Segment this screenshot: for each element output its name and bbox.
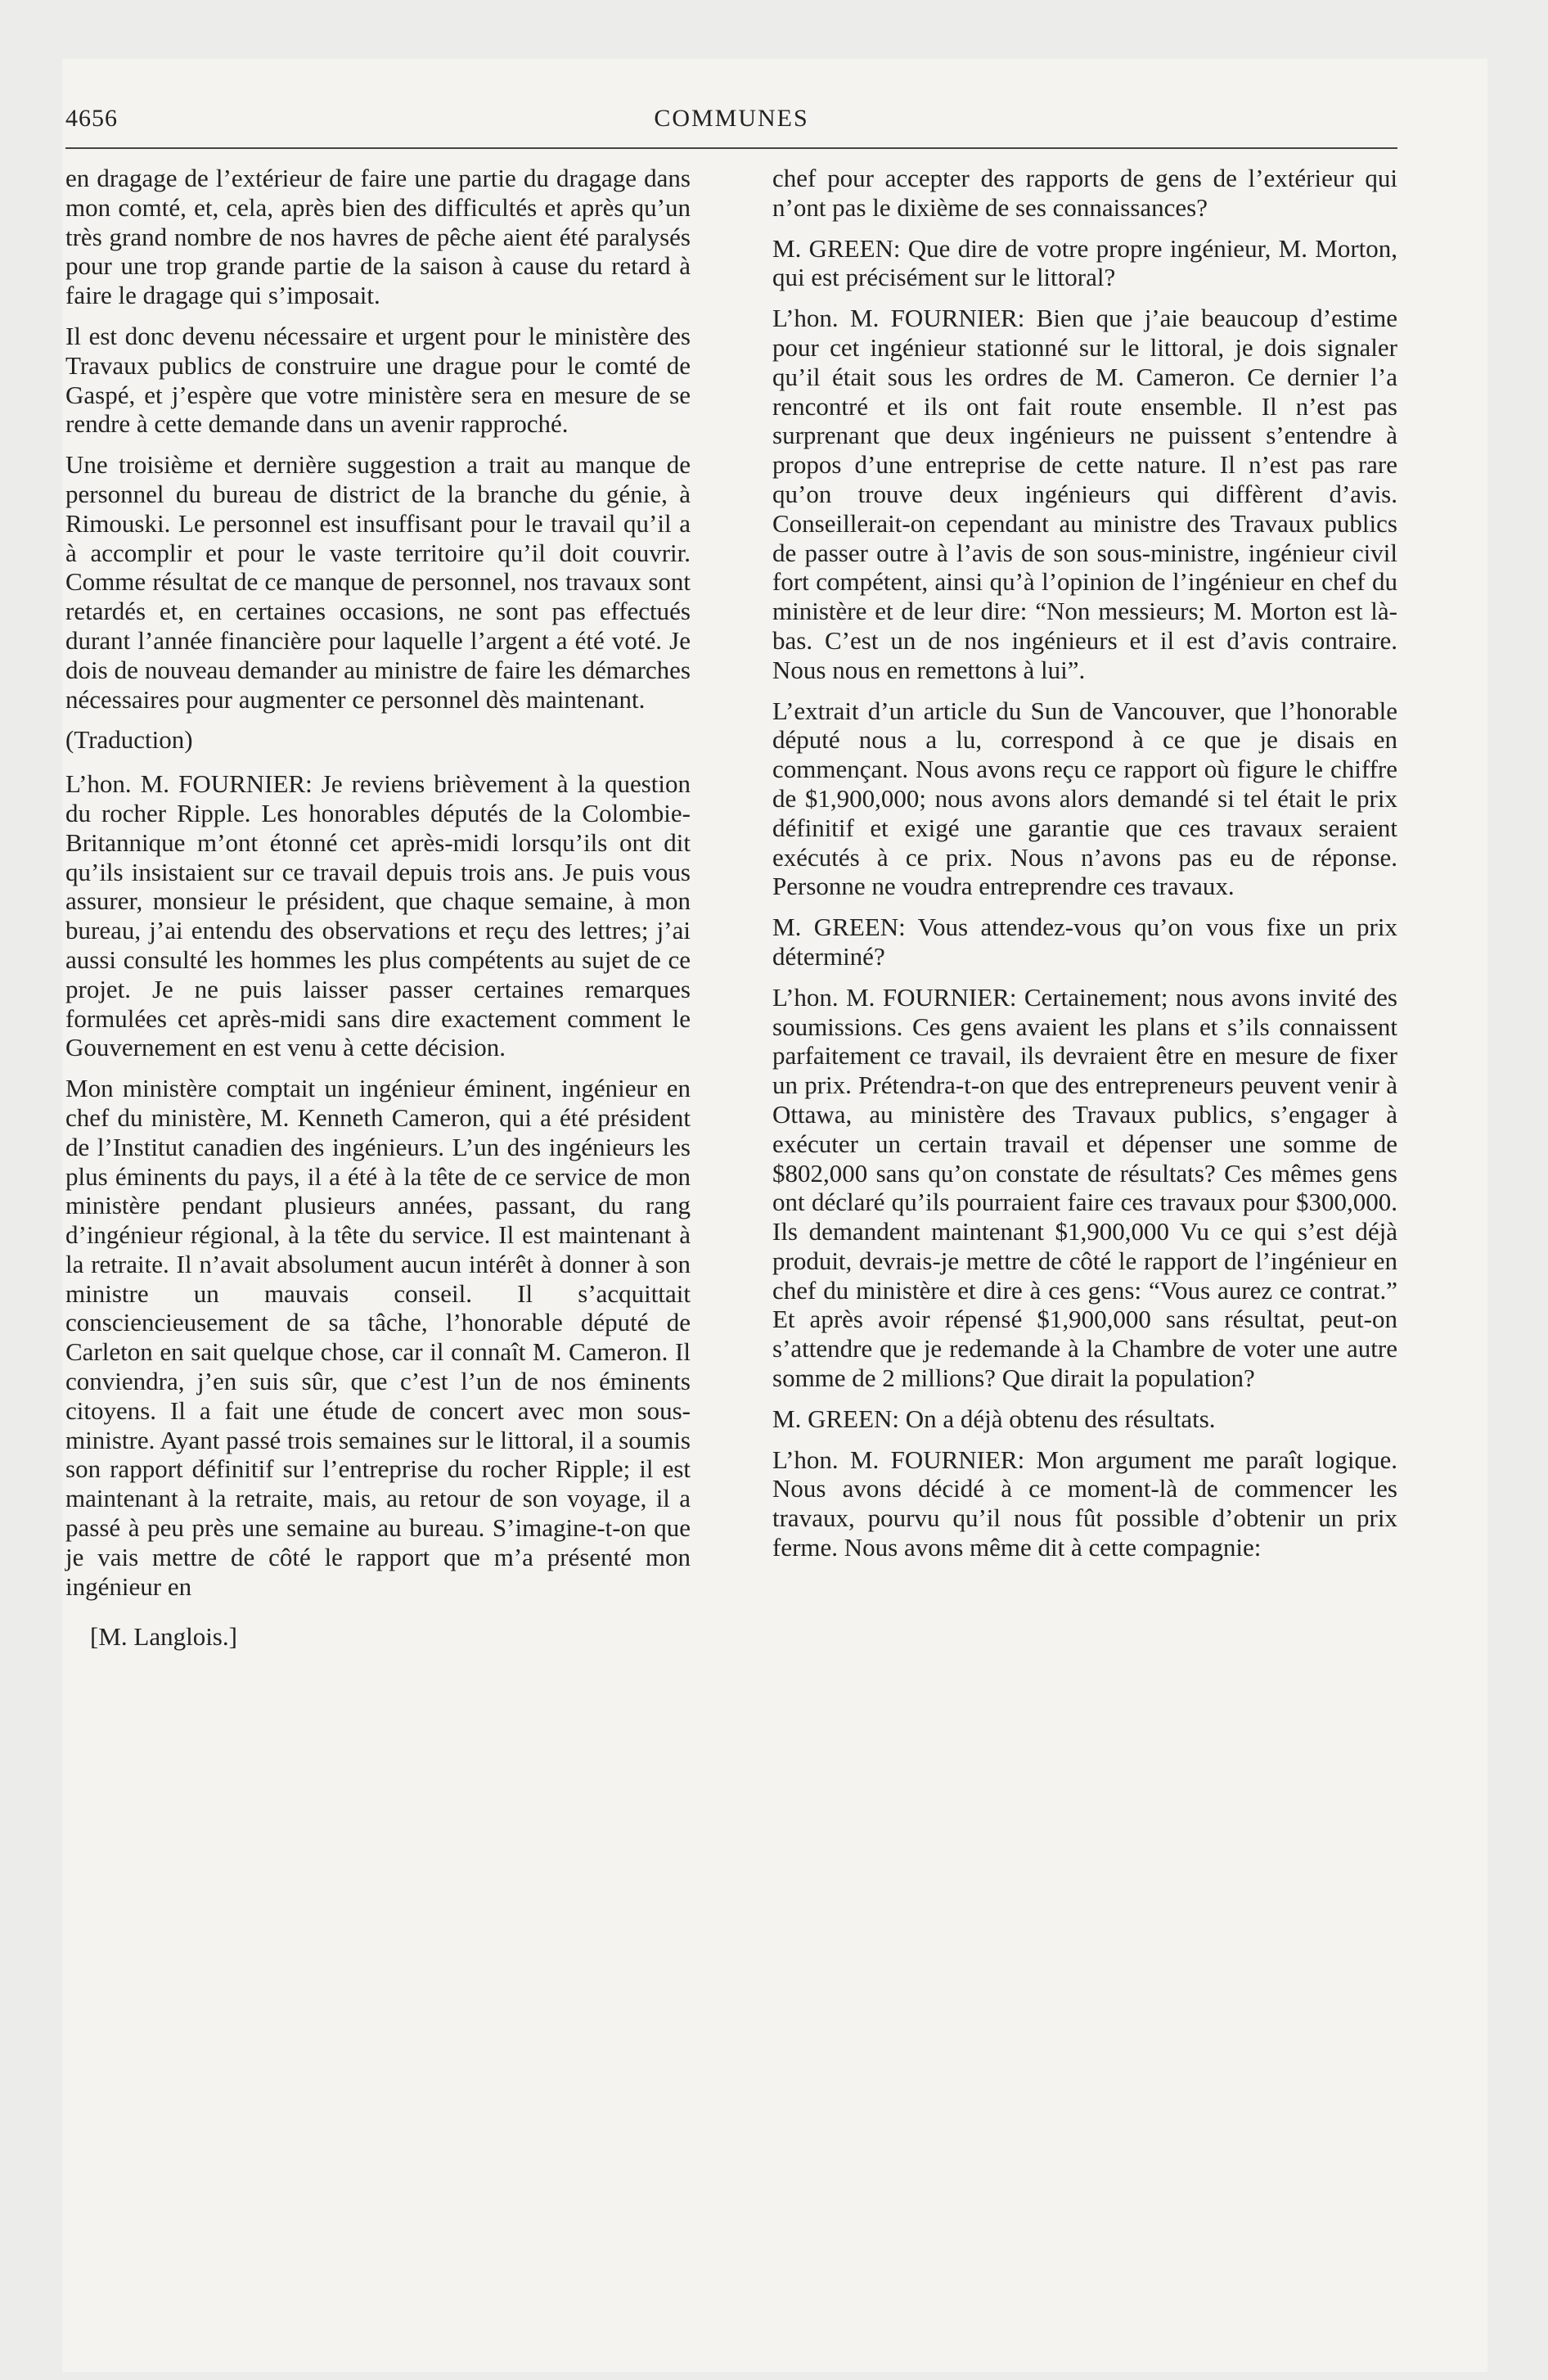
speaker-attribution: [M. Langlois.] bbox=[90, 1622, 237, 1652]
paragraph: en dragage de l’extérieur de faire une partie du dragage dans mon comté, et, cela, après bien des difficultés et après qu’un très grand nombre de nos havres de pêche aient été paralysés pour une trop grande partie de la saison à cause du retard à faire le dragage qui s’imposait. bbox=[65, 164, 691, 310]
paragraph: L’hon. M. FOURNIER: Mon argument me paraît logique. Nous avons décidé à ce moment-là de commencer les travaux, pourvu qu’il nous fût possible d’obtenir un prix ferme. Nous avons même dit à cette compagnie: bbox=[772, 1445, 1397, 1562]
paragraph: Une troisième et dernière suggestion a trait au manque de personnel du bureau de district de la branche du génie, à Rimouski. Le personnel est insuffisant pour le travail qu’il a à accomplir et pour le vaste territoire qu’il doit couvrir. Comme résultat de ce manque de personnel, nos travaux sont retardés et, en certaines occasions, ne sont pas effectués durant l’année financière pour laquelle l’argent a été voté. Je dois de nouveau demander au ministre de faire les démarches nécessaires pour augmenter ce personnel dès maintenant. bbox=[65, 450, 691, 714]
paragraph: L’extrait d’un article du Sun de Vancouver, que l’honorable député nous a lu, correspond à ce que je disais en commençant. Nous avons reçu ce rapport où figure le chiffre de $1,900,000; nous avons alors demandé si tel était le prix définitif et exigé une garantie que ces travaux seraient exécutés à ce prix. Nous n’avons pas eu de réponse. Personne ne voudra entreprendre ces travaux. bbox=[772, 696, 1397, 901]
paragraph: L’hon. M. FOURNIER: Je reviens brièvement à la question du rocher Ripple. Les honorables députés de la Colombie-Britannique m’ont étonné cet après-midi lorsqu’ils ont dit qu’ils insistaient sur ce travail depuis trois ans. Je puis vous assurer, monsieur le président, que chaque semaine, à mon bureau, j’ai entendu des observations et reçu des lettres; j’ai aussi consulté les hommes les plus compétents au sujet de ce projet. Je ne puis laisser passer certaines remarques formulées cet après-midi sans dire exactement comment le Gouvernement en est venu à cette décision. bbox=[65, 769, 691, 1062]
paragraph: L’hon. M. FOURNIER: Bien que j’aie beaucoup d’estime pour cet ingénieur stationné sur le littoral, je dois signaler qu’il était sous les ordres de M. Cameron. Ce dernier l’a rencontré et ils ont fait route ensemble. Il n’est pas surprenant que deux ingénieurs ne puissent s’entendre à propos d’une entreprise de cette nature. Il n’est pas rare qu’on trouve deux ingénieurs qui diffèrent d’avis. Conseillerait-on cependant au ministre des Travaux publics de passer outre à l’avis de son sous-ministre, ingénieur civil fort compétent, ainsi qu’à l’opinion de l’ingénieur en chef du ministère et de leur dire: “Non messieurs; M. Morton est là-bas. C’est un de nos ingénieurs et il est d’avis contraire. Nous nous en remettons à lui”. bbox=[772, 304, 1397, 684]
paragraph: L’hon. M. FOURNIER: Certainement; nous avons invité des soumissions. Ces gens avaient les plans et s’ils connaissent parfaitement ce travail, ils devraient être en mesure de fixer un prix. Prétendra-t-on que des entrepreneurs peuvent venir à Ottawa, au ministère des Travaux publics, s’engager à exécuter un certain travail et dépenser une somme de $802,000 sans qu’on constate de résultats? Ces mêmes gens ont déclaré qu’ils pourraient faire ces travaux pour $300,000. Ils demandent maintenant $1,900,000 Vu ce qui s’est déjà produit, devrais-je mettre de côté le rapport de l’ingénieur en chef du ministère et dire à ces gens: “Vous aurez ce contrat.” Et après avoir répensé $1,900,000 sans résultat, peut-on s’attendre que je redemande à la Chambre de voter une autre somme de 2 millions? Que dirait la population? bbox=[772, 982, 1397, 1393]
paragraph: Il est donc devenu nécessaire et urgent pour le ministère des Travaux publics de construire une drague pour le comté de Gaspé, et j’espère que votre ministère sera en mesure de se rendre à cette demande dans un avenir rapproché. bbox=[65, 321, 691, 439]
translation-note: (Traduction) bbox=[65, 725, 193, 755]
paragraph: Mon ministère comptait un ingénieur éminent, ingénieur en chef du ministère, M. Kenneth Cameron, qui a été président de l’Institut canadien des ingénieurs. L’un des ingénieurs les plus éminents du pays, il a été à la tête de ce service de mon ministère pendant plusieurs années, passant, du rang d’ingénieur régional, à la tête du service. Il est maintenant à la retraite. Il n’avait absolument aucun intérêt à donner à son ministre un mauvais conseil. Il s’acquittait consciencieusement de sa tâche, l’honorable député de Carleton en sait quelque chose, car il connaît M. Cameron. Il conviendra, j’en suis sûr, que c’est l’un de nos éminents citoyens. Il a fait une étude de concert avec mon sous-ministre. Ayant passé trois semaines sur le littoral, il a soumis son rapport définitif sur l’entreprise du rocher Ripple; il est maintenant à la retraite, mais, au retour de son voyage, il a passé à peu près une semaine au bureau. S’imagine-t-on que je vais mettre de côté le rapport que m’a présenté mon ingénieur en bbox=[65, 1074, 691, 1601]
paragraph: chef pour accepter des rapports de gens de l’extérieur qui n’ont pas le dixième de ses connaissances? bbox=[772, 164, 1397, 222]
paragraph: M. GREEN: Que dire de votre propre ingénieur, M. Morton, qui est précisément sur le littoral? bbox=[772, 233, 1397, 292]
paragraph: M. GREEN: On a déjà obtenu des résultats. bbox=[772, 1404, 1216, 1433]
left-column bbox=[65, 164, 691, 1663]
page-header bbox=[65, 105, 1397, 137]
paragraph: M. GREEN: Vous attendez-vous qu’on vous fixe un prix déterminé? bbox=[772, 913, 1397, 971]
running-title: COMMUNES bbox=[654, 105, 809, 132]
right-column bbox=[772, 164, 1397, 1574]
page-number: 4656 bbox=[65, 105, 118, 132]
header-rule bbox=[65, 147, 1397, 149]
